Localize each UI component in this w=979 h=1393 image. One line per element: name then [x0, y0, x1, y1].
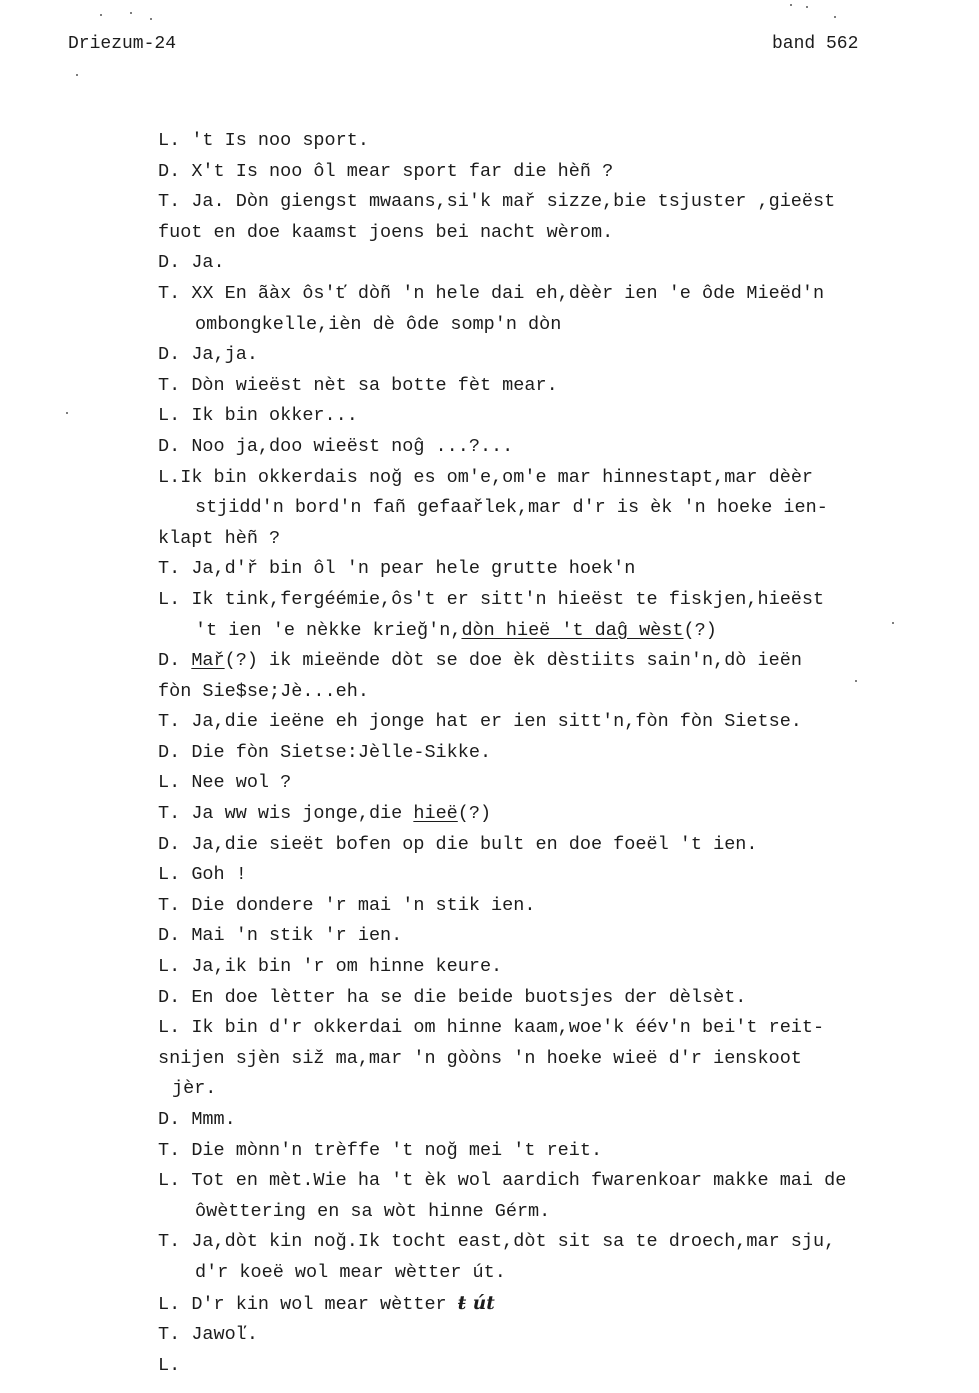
speaker-label: D.: [158, 344, 192, 366]
utterance-text: X't Is noo ôl mear sport far die hèñ ?: [191, 160, 614, 182]
transcript-line: [158, 554, 938, 585]
transcript-line: [158, 799, 938, 830]
transcript-entry: [158, 371, 938, 402]
transcript-entry: [158, 860, 938, 891]
transcript-line: [158, 1013, 938, 1044]
speaker-label: T.: [158, 803, 192, 825]
speaker-label: T.: [158, 894, 192, 916]
speaker-label: D.: [158, 833, 192, 855]
utterance-text: D'r kin wol mear wètter: [191, 1293, 458, 1315]
transcript-entry: [158, 401, 938, 432]
utterance-text: Ja,ja.: [191, 344, 258, 366]
transcript-line: [158, 1227, 938, 1258]
utterance-text: Die dondere 'r mai 'n stik ien.: [191, 894, 536, 916]
speaker-label: T.: [158, 1324, 192, 1346]
speaker-label: T.: [158, 711, 192, 733]
transcript-entry: [158, 799, 938, 830]
speaker-label: T.: [158, 374, 192, 396]
transcript-line: [158, 371, 938, 402]
transcript-line: [158, 126, 938, 157]
scan-speck: [855, 680, 857, 682]
utterance-text: snijen sjèn siž ma,mar 'n gòòns 'n hoeke wieë d'r ienskoot: [158, 1047, 802, 1069]
speaker-label: T.: [158, 282, 192, 304]
transcript-entry: [158, 340, 938, 371]
speaker-label: L.: [158, 772, 192, 794]
header-tape-number: band 562: [772, 34, 859, 54]
utterance-text: Ik bin okkerdais noğ es om'e,om'e mar hinnestapt,mar dèèr: [180, 466, 814, 488]
scan-speck: [790, 4, 792, 6]
transcript-entry: [158, 585, 938, 646]
utterance-text: Die mònn'n trèffe 't noğ mei 't reit.: [191, 1139, 603, 1161]
scan-speck: [76, 74, 78, 76]
transcript-entry: [158, 1013, 938, 1105]
speaker-label: L.: [158, 1293, 192, 1315]
transcript-entry: [158, 646, 938, 707]
utterance-text: ombongkelle,ièn dè ôde somp'n dòn: [195, 313, 562, 335]
utterance-text: Tot en mèt.Wie ha 't èk wol aardich fwarenkoar makke mai de: [191, 1170, 847, 1192]
transcript-entry: [158, 432, 938, 463]
transcript-line: [158, 187, 938, 218]
transcript-line: [158, 891, 938, 922]
speaker-label: D.: [158, 741, 192, 763]
transcript-entry: [158, 187, 938, 248]
transcript-entry: [158, 1227, 938, 1288]
transcript-line: [158, 646, 938, 677]
transcript-line: [158, 738, 938, 769]
utterance-text: d'r koeë wol mear wètter út.: [195, 1261, 506, 1283]
utterance-text: XX En ãàx ôs'ť dòñ 'n hele dai eh,dèèr ien 'e ôde Mieëd'n: [191, 282, 825, 304]
transcript-line: [158, 218, 938, 249]
speaker-label: D.: [158, 1109, 192, 1130]
transcript-entry: [158, 1351, 938, 1382]
speaker-label: L.: [158, 130, 192, 151]
transcript-line: [158, 768, 938, 799]
transcript-entry: [158, 707, 938, 738]
transcript-line: [158, 1136, 938, 1167]
scan-speck: [806, 6, 808, 8]
speaker-label: D.: [158, 435, 192, 457]
utterance-text: 't ien 'e nèkke krieğ'n,: [195, 619, 462, 641]
utterance-text: ôwèttering en sa wòt hinne Gérm.: [195, 1200, 551, 1222]
utterance-text: jèr.: [172, 1078, 217, 1100]
transcript-line: [158, 860, 938, 891]
utterance-text: stjidd'n bord'n fañ gefaařlek,mar d'r is èk 'n hoeke ien-: [195, 497, 828, 519]
speaker-label: T.: [158, 1139, 192, 1161]
transcript-line: [158, 463, 938, 494]
transcript-line: [158, 1166, 938, 1197]
transcript-entry: [158, 126, 938, 157]
transcript-entry: [158, 1105, 938, 1136]
utterance-text: Ja,die sieët bofen op die bult en doe foeël 't ien.: [191, 833, 758, 855]
transcript-line: [158, 157, 938, 188]
utterance-text: fuot en doe kaamst joens bei nacht wèrom.: [158, 221, 614, 243]
transcript-entry: [158, 738, 938, 769]
speaker-label: L.: [158, 588, 192, 610]
utterance-text: Mai 'n stik 'r ien.: [191, 925, 403, 947]
transcript-entry: [158, 248, 938, 279]
scan-speck: [100, 14, 102, 16]
utterance-text: Nee wol ?: [191, 772, 292, 794]
speaker-label: L.: [158, 864, 192, 886]
transcript-entry: [158, 1136, 938, 1167]
utterance-text: Ja,dòt kin noğ.Ik tocht east,dòt sit sa te droech,mar sju,: [191, 1231, 836, 1253]
speaker-label: L.: [158, 1017, 192, 1039]
transcript-entry: [158, 952, 938, 983]
transcript-line: [158, 1105, 938, 1136]
utterance-text: Ja.: [191, 252, 225, 274]
transcript-line: [158, 1258, 938, 1289]
transcript-line: [158, 677, 938, 708]
speaker-label: L.: [158, 1354, 192, 1376]
speaker-label: L.: [158, 1170, 192, 1192]
transcript-line: [158, 1289, 938, 1321]
utterance-text: Ja,die ieëne eh jonge hat er ien sitt'n,fòn fòn Sietse.: [191, 711, 802, 733]
transcript-line: [158, 493, 938, 524]
utterance-text: Goh !: [191, 864, 247, 886]
utterance-text-tail: (?): [683, 619, 717, 641]
transcript-line: [158, 983, 938, 1014]
transcript-line: [158, 921, 938, 952]
utterance-text: Noo ja,doo wieëst noĝ ...?...: [191, 435, 514, 457]
scan-speck: [66, 412, 68, 414]
transcript: [158, 126, 938, 1381]
transcript-entry: [158, 1166, 938, 1227]
utterance-text: Ik bin d'r okkerdai om hinne kaam,woe'k éév'n bei't reit-: [191, 1017, 825, 1039]
utterance-text: Ja,d'ř bin ôl 'n pear hele grutte hoek'n: [191, 558, 636, 580]
scan-speck: [130, 12, 132, 14]
utterance-text: En doe lètter ha se die beide buotsjes der dèlsèt.: [191, 986, 747, 1008]
utterance-text: Ik tink,fergéémie,ôs't er sitt'n hieëst te fiskjen,hieëst: [191, 588, 825, 610]
header-location: Driezum-24: [68, 34, 177, 54]
transcript-line: [158, 279, 938, 310]
speaker-label: D.: [158, 986, 192, 1008]
transcript-entry: [158, 554, 938, 585]
speaker-label: D.: [158, 252, 192, 274]
speaker-label: L.: [158, 466, 181, 488]
transcript-entry: [158, 830, 938, 861]
transcript-line: [158, 616, 938, 647]
transcript-line: [158, 310, 938, 341]
speaker-label: T.: [158, 1231, 192, 1253]
transcript-line: [158, 1197, 938, 1228]
speaker-label: D.: [158, 650, 192, 672]
transcript-line: [158, 524, 938, 555]
scan-speck: [892, 622, 894, 624]
scan-speck: [150, 18, 152, 20]
transcript-entry: [158, 279, 938, 340]
transcript-line: [158, 1074, 938, 1105]
underlined-text: Mař: [191, 650, 225, 672]
utterance-text: Ja,ik bin 'r om hinne keure.: [191, 956, 503, 978]
transcript-line: [158, 1320, 938, 1351]
speaker-label: T.: [158, 558, 192, 580]
handwritten-correction: ŧ út: [457, 1292, 495, 1314]
utterance-text: 't Is noo sport.: [191, 130, 369, 151]
utterance-text: Jawoľ.: [191, 1324, 258, 1346]
transcript-line: [158, 340, 938, 371]
utterance-text: klapt hèñ ?: [158, 527, 281, 549]
transcript-line: [158, 707, 938, 738]
utterance-text-tail: (?): [457, 803, 492, 825]
speaker-label: D.: [158, 160, 192, 182]
utterance-text: Die fòn Sietse:Jèlle-Sikke.: [191, 741, 492, 763]
transcript-entry: [158, 983, 938, 1014]
utterance-text: Dòn wieëst nèt sa botte fèt mear.: [191, 374, 558, 396]
utterance-text: Ja ww wis jonge,die: [191, 803, 414, 825]
transcript-line: [158, 830, 938, 861]
underlined-text: dòn hieë 't daĝ wèst: [461, 619, 684, 641]
underlined-text: hieë: [413, 803, 458, 825]
transcript-entry: [158, 1320, 938, 1351]
utterance-text: Mmm.: [191, 1109, 236, 1130]
transcript-line: [158, 952, 938, 983]
transcript-entry: [158, 768, 938, 799]
utterance-text: Ik bin okker...: [191, 405, 358, 427]
speaker-label: D.: [158, 925, 192, 947]
utterance-text-tail: (?) ik mieënde dòt se doe èk dèstiits sain'n,dò ieën: [224, 650, 802, 672]
speaker-label: L.: [158, 405, 192, 427]
utterance-text: fòn Sie$se;Jè...eh.: [158, 680, 369, 702]
transcript-entry: [158, 157, 938, 188]
transcript-entry: [158, 921, 938, 952]
transcript-entry: [158, 891, 938, 922]
transcript-line: [158, 401, 938, 432]
transcript-line: [158, 1351, 938, 1382]
transcript-line: [158, 432, 938, 463]
transcript-line: [158, 1044, 938, 1075]
speaker-label: L.: [158, 956, 192, 978]
speaker-label: T.: [158, 191, 192, 213]
transcript-line: [158, 585, 938, 616]
utterance-text: Ja. Dòn giengst mwaans,si'k mař sizze,bie tsjuster ,gieëst: [191, 191, 836, 213]
transcript-line: [158, 248, 938, 279]
transcript-entry: [158, 1289, 938, 1321]
transcript-entry: [158, 463, 938, 555]
scan-speck: [834, 16, 836, 18]
